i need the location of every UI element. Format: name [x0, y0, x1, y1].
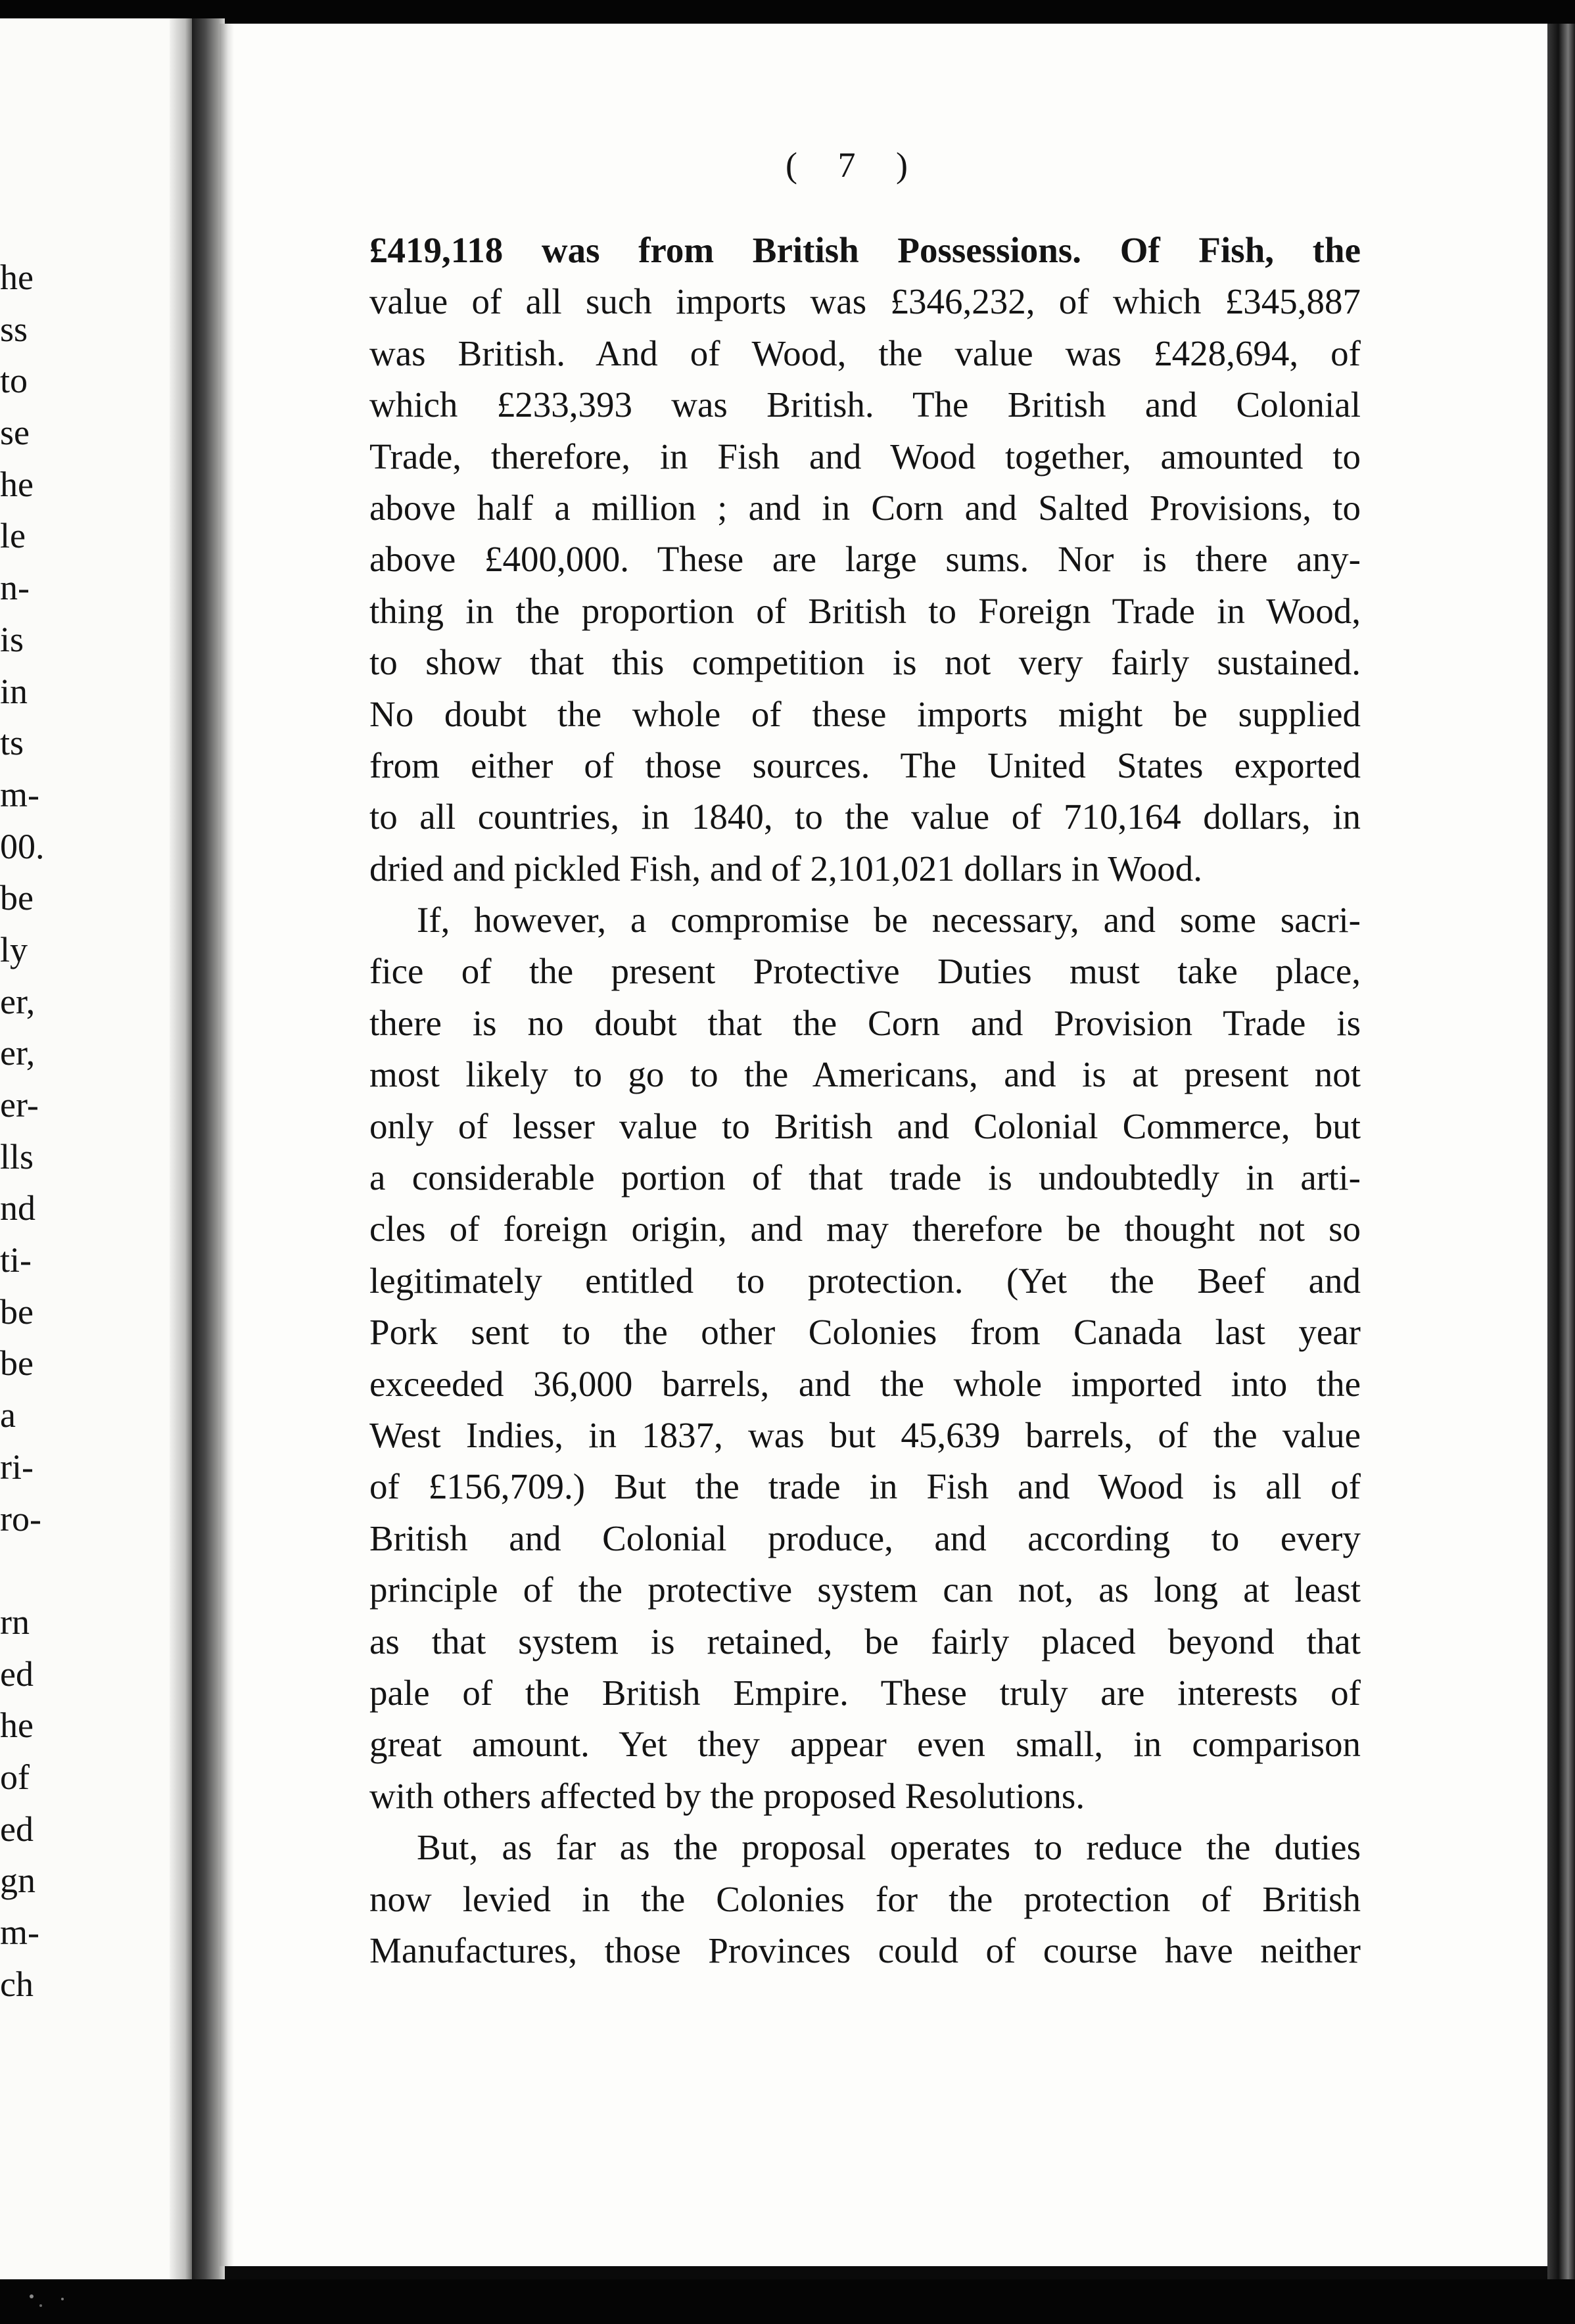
facing-page-fragment: ss [0, 309, 28, 349]
text-line: West Indies, in 1837, was but 45,639 barrels, of the value [369, 1414, 1361, 1455]
facing-page-fragment: be [0, 1343, 34, 1383]
facing-page-fragment: ed [0, 1654, 34, 1694]
text-line: Pork sent to the other Colonies from Canada last year [369, 1312, 1361, 1353]
page-edge-shadow [220, 24, 234, 2266]
facing-page-fragment: er, [0, 1033, 35, 1073]
facing-page-text-fragments [0, 252, 171, 2010]
text-line: above half a million ; and in Corn and Salted Provisions, to [369, 487, 1361, 528]
facing-page-fragment: be [0, 878, 34, 918]
page-number: ( 7 ) [786, 145, 924, 185]
facing-page-shadow [170, 18, 192, 2279]
text-line: But, as far as the proposal operates to reduce the duties [417, 1827, 1361, 1868]
text-line: great amount. Yet they appear even small, in comparison [369, 1724, 1361, 1765]
facing-page-fragment: he [0, 1706, 34, 1746]
facing-page-fragment [0, 1545, 171, 1596]
text-line: thing in the proportion of British to Foreign Trade in Wood, [369, 590, 1361, 631]
page-right-edge [1547, 24, 1575, 2279]
facing-page-fragment: he [0, 258, 34, 297]
facing-page-fragment: n- [0, 568, 30, 608]
scan-border-top [0, 0, 1575, 26]
facing-page-fragment: ed [0, 1809, 34, 1849]
text-line: No doubt the whole of these imports might be supplied [369, 693, 1361, 734]
text-line: to all countries, in 1840, to the value of 710,164 dollars, in [369, 797, 1361, 837]
facing-page-fragment: ti- [0, 1240, 32, 1280]
text-line: Trade, therefore, in Fish and Wood together, amounted to [369, 436, 1361, 476]
facing-page-fragment: ro- [0, 1499, 41, 1539]
text-line: British and Colonial produce, and according to every [369, 1518, 1361, 1558]
facing-page-fragment: ly [0, 929, 28, 969]
text-line: Manufactures, those Provinces could of course have neither [369, 1930, 1361, 1970]
text-line: was British. And of Wood, the value was £428,694, of [369, 333, 1361, 373]
facing-page-fragment: lls [0, 1136, 34, 1176]
text-line: principle of the protective system can not, as long at least [369, 1569, 1361, 1610]
facing-page-fragment: to [0, 361, 28, 401]
text-line: pale of the British Empire. These truly are interests of [369, 1672, 1361, 1713]
facing-page-fragment: er, [0, 981, 35, 1021]
facing-page-fragment: nd [0, 1188, 35, 1228]
facing-page-fragment: rn [0, 1602, 30, 1642]
facing-page-fragment: of [0, 1757, 30, 1797]
text-line: of £156,709.) But the trade in Fish and Wood is all of [369, 1466, 1361, 1507]
text-line: with others affected by the proposed Resolutions. [369, 1775, 1085, 1816]
facing-page-fragment: a [0, 1395, 16, 1435]
facing-page-fragment: gn [0, 1861, 35, 1901]
text-line: most likely to go to the Americans, and is at present not [369, 1054, 1361, 1095]
text-line: to show that this competition is not very fairly sustained. [369, 642, 1361, 683]
text-line: above £400,000. These are large sums. Nor is there any- [369, 539, 1361, 580]
facing-page-fragment: in [0, 671, 28, 711]
facing-page [0, 18, 192, 2279]
facing-page-fragment: ch [0, 1964, 34, 2004]
text-line: £419,118 was from British Possessions. Of Fish, the [369, 230, 1361, 270]
facing-page-fragment: 00. [0, 826, 45, 866]
facing-page-fragment: le [0, 516, 26, 556]
facing-page-fragment: ts [0, 723, 24, 763]
facing-page-fragment: he [0, 464, 34, 504]
text-line: there is no doubt that the Corn and Provision Trade is [369, 1002, 1361, 1043]
text-line: If, however, a compromise be necessary, and some sacri- [417, 900, 1361, 941]
facing-page-fragment: is [0, 619, 24, 659]
text-line: value of all such imports was £346,232, of which £345,887 [369, 281, 1361, 322]
text-line: which £233,393 was British. The British and Colonial [369, 384, 1361, 425]
facing-page-fragment: er- [0, 1085, 39, 1125]
text-line: now levied in the Colonies for the protection of British [369, 1878, 1361, 1919]
text-line: exceeded 36,000 barrels, and the whole imported into the [369, 1363, 1361, 1404]
scan-dust-specks [0, 2279, 1575, 2324]
text-line: cles of foreign origin, and may therefore be thought not so [369, 1209, 1361, 1249]
facing-page-fragment: ri- [0, 1447, 34, 1487]
facing-page-fragment: m- [0, 774, 39, 814]
facing-page-fragment: be [0, 1291, 34, 1332]
text-line: legitimately entitled to protection. (Yet the Beef and [369, 1260, 1361, 1301]
text-line: only of lesser value to British and Colonial Commerce, but [369, 1105, 1361, 1146]
text-line: fice of the present Protective Duties must take place, [369, 951, 1361, 992]
text-line: dried and pickled Fish, and of 2,101,021 dollars in Wood. [369, 848, 1203, 889]
body-text [369, 225, 1361, 1976]
facing-page-fragment: m- [0, 1913, 39, 1952]
text-line: a considerable portion of that trade is undoubtedly in arti- [369, 1157, 1361, 1198]
facing-page-fragment: se [0, 413, 30, 453]
text-line: as that system is retained, be fairly placed beyond that [369, 1621, 1361, 1662]
text-line: from either of those sources. The United States exported [369, 745, 1361, 785]
